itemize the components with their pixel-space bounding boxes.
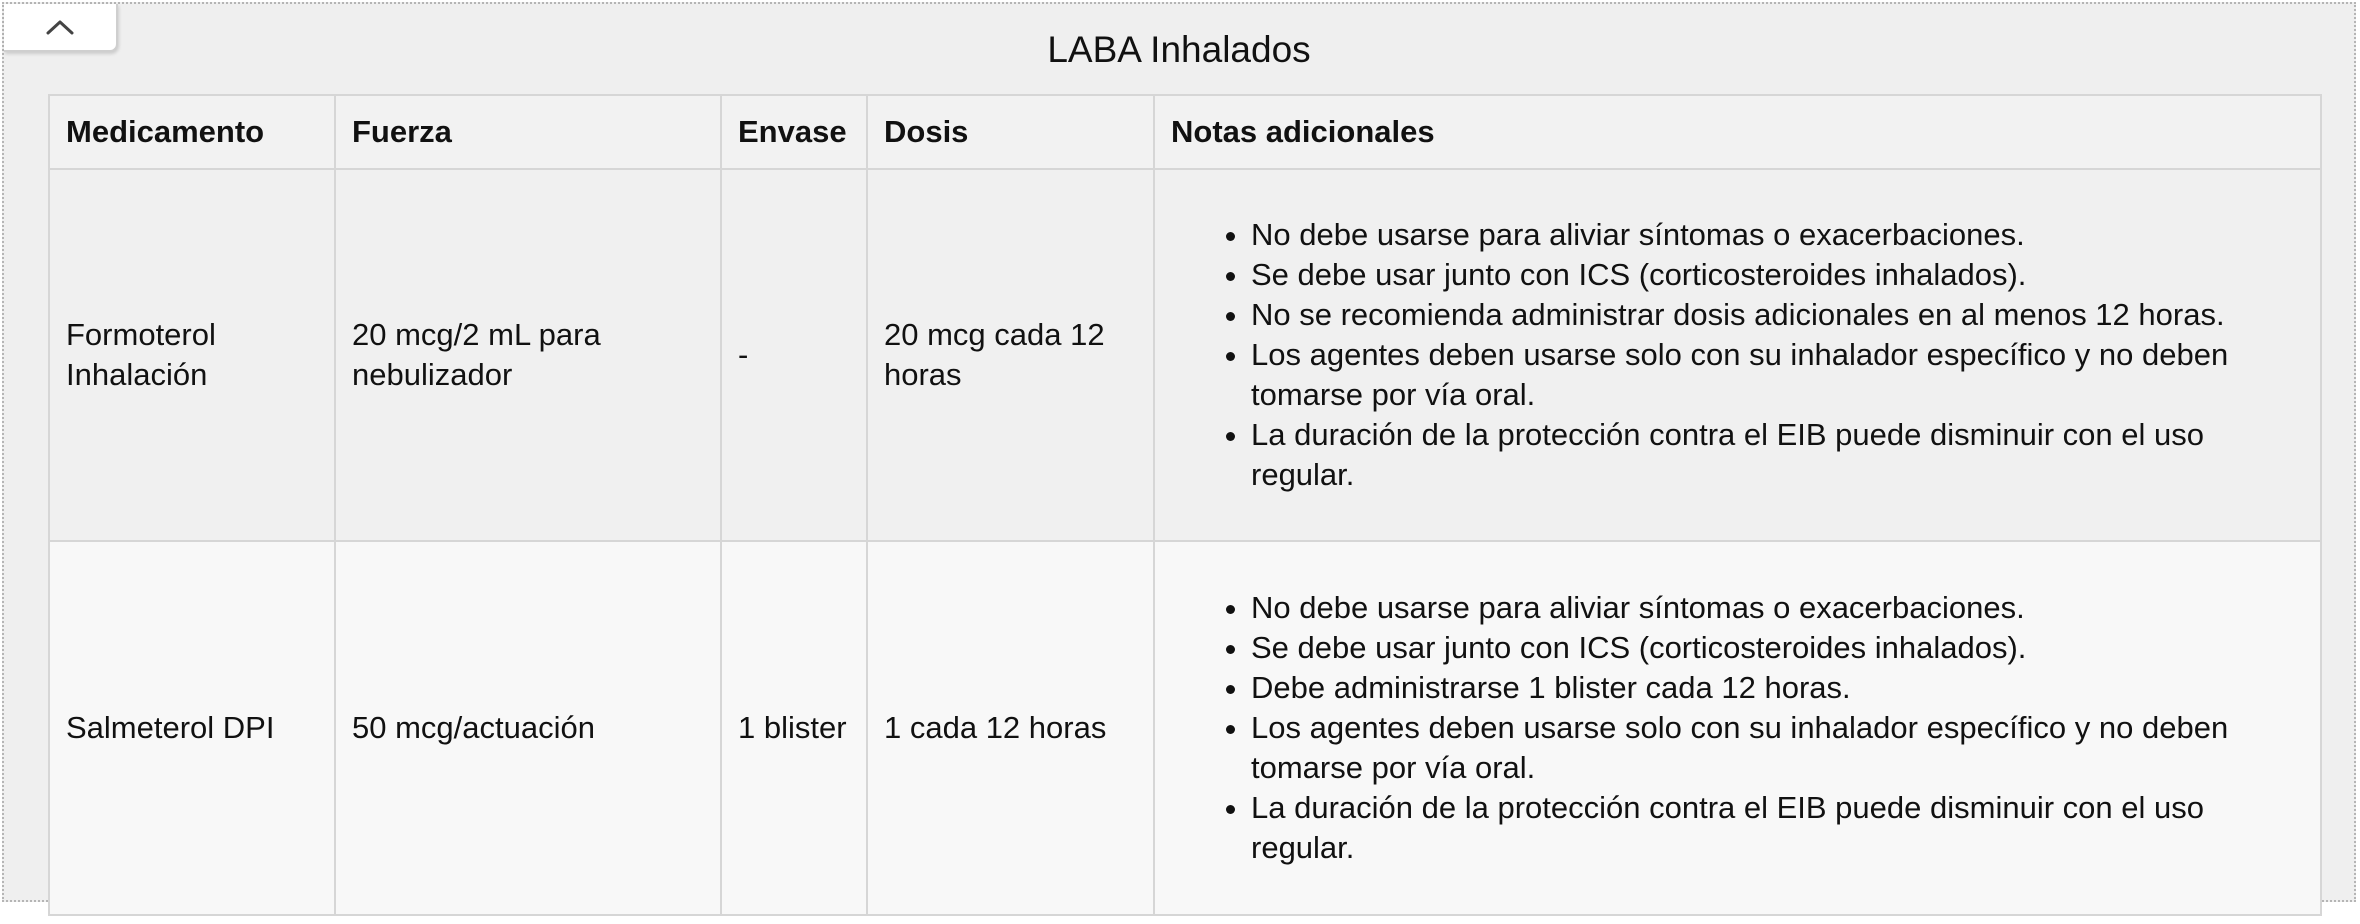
note-item: • La duración de la protección contra el EIB puede disminuir con el uso regular. — [1251, 788, 2304, 868]
note-item: • Los agentes deben usarse solo con su inhalador específico y no deben tomarse por vía oral. — [1251, 708, 2304, 788]
cell-dosis: 1 cada 12 horas — [867, 541, 1154, 915]
notes-list — [1171, 588, 2304, 868]
cell-medicamento: Formoterol Inhalación — [49, 169, 335, 541]
cell-fuerza: 20 mcg/2 mL para nebulizador — [335, 169, 721, 541]
table-header-row — [49, 95, 2321, 169]
note-item: • Se debe usar junto con ICS (corticosteroides inhalados). — [1251, 628, 2304, 668]
note-item: • Se debe usar junto con ICS (corticosteroides inhalados). — [1251, 255, 2304, 295]
cell-fuerza: 50 mcg/actuación — [335, 541, 721, 915]
note-item: • La duración de la protección contra el EIB puede disminuir con el uso regular. — [1251, 415, 2304, 495]
note-item: • No se recomienda administrar dosis adicionales en al menos 12 horas. — [1251, 295, 2304, 335]
header-medicamento: Medicamento — [49, 95, 335, 169]
note-item: • No debe usarse para aliviar síntomas o exacerbaciones. — [1251, 588, 2304, 628]
table-row — [49, 169, 2321, 541]
medications-table — [48, 94, 2322, 916]
table-row — [49, 541, 2321, 915]
note-item: • Los agentes deben usarse solo con su inhalador específico y no deben tomarse por vía oral. — [1251, 335, 2304, 415]
note-item: • No debe usarse para aliviar síntomas o exacerbaciones. — [1251, 215, 2304, 255]
cell-notas — [1154, 169, 2321, 541]
header-envase: Envase — [721, 95, 867, 169]
cell-envase: 1 blister — [721, 541, 867, 915]
note-item: • Debe administrarse 1 blister cada 12 horas. — [1251, 668, 2304, 708]
cell-envase: - — [721, 169, 867, 541]
notes-list — [1171, 215, 2304, 495]
page-title: LABA Inhalados — [1047, 29, 1311, 70]
header-dosis: Dosis — [867, 95, 1154, 169]
medications-table-wrapper — [48, 94, 2320, 916]
laba-panel — [2, 2, 2356, 902]
header-notas: Notas adicionales — [1154, 95, 2321, 169]
cell-dosis: 20 mcg cada 12 horas — [867, 169, 1154, 541]
cell-notas — [1154, 541, 2321, 915]
header-fuerza: Fuerza — [335, 95, 721, 169]
cell-medicamento: Salmeterol DPI — [49, 541, 335, 915]
